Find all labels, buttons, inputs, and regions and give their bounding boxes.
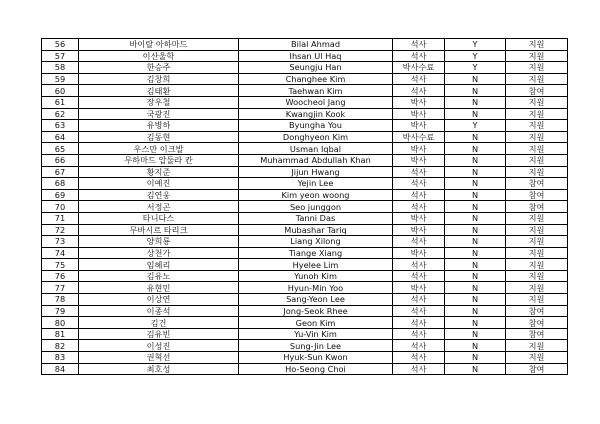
row-number: 61 <box>42 96 79 108</box>
yn-flag: N <box>445 201 506 213</box>
english-name: Tiange Xiang <box>239 247 393 259</box>
participation-type: 지원 <box>506 50 568 62</box>
korean-name: 한승주 <box>79 62 239 74</box>
participation-type: 지원 <box>506 247 568 259</box>
korean-name: 우스만 이크발 <box>79 143 239 155</box>
row-number: 70 <box>42 201 79 213</box>
english-name: Muhammad Abdullah Khan <box>239 154 393 166</box>
degree: 석사 <box>393 236 445 248</box>
english-name: Ho-Seong Choi <box>239 363 393 375</box>
english-name: Yu-Vin Kim <box>239 328 393 340</box>
yn-flag: N <box>445 328 506 340</box>
participation-type: 지원 <box>506 62 568 74</box>
participation-type: 지원 <box>506 270 568 282</box>
degree: 박사 <box>393 282 445 294</box>
participation-type: 참여 <box>506 317 568 329</box>
participation-type: 지원 <box>506 236 568 248</box>
row-number: 57 <box>42 50 79 62</box>
row-number: 62 <box>42 108 79 120</box>
participation-type: 지원 <box>506 131 568 143</box>
table-row <box>42 178 568 190</box>
participation-type: 참여 <box>506 85 568 97</box>
degree: 석사 <box>393 73 445 85</box>
english-name: Tanni Das <box>239 212 393 224</box>
english-name: Taehwan Kim <box>239 85 393 97</box>
degree: 석사 <box>393 294 445 306</box>
korean-name: 김창희 <box>79 73 239 85</box>
table-row <box>42 50 568 62</box>
yn-flag: N <box>445 236 506 248</box>
participation-type: 지원 <box>506 166 568 178</box>
row-number: 75 <box>42 259 79 271</box>
degree: 석사 <box>393 166 445 178</box>
yn-flag: N <box>445 282 506 294</box>
row-number: 68 <box>42 178 79 190</box>
degree: 석사 <box>393 178 445 190</box>
participation-type: 지원 <box>506 340 568 352</box>
korean-name: 최호성 <box>79 363 239 375</box>
korean-name: 서정곤 <box>79 201 239 213</box>
participation-type: 지원 <box>506 294 568 306</box>
yn-flag: Y <box>445 120 506 132</box>
table-row <box>42 73 568 85</box>
degree: 석사 <box>393 305 445 317</box>
english-name: Jijun Hwang <box>239 166 393 178</box>
row-number: 56 <box>42 39 79 51</box>
table-row <box>42 189 568 201</box>
participation-type: 지원 <box>506 212 568 224</box>
table-row <box>42 247 568 259</box>
english-name: Sung-Jin Lee <box>239 340 393 352</box>
degree: 박사 <box>393 212 445 224</box>
yn-flag: N <box>445 270 506 282</box>
korean-name: 김유노 <box>79 270 239 282</box>
yn-flag: N <box>445 96 506 108</box>
participation-type: 지원 <box>506 39 568 51</box>
degree: 석사 <box>393 352 445 364</box>
participation-type: 지원 <box>506 143 568 155</box>
korean-name: 바이랄 아하마드 <box>79 39 239 51</box>
english-name: Donghyeon Kim <box>239 131 393 143</box>
yn-flag: N <box>445 85 506 97</box>
participation-type: 지원 <box>506 154 568 166</box>
yn-flag: N <box>445 166 506 178</box>
korean-name: 권혁선 <box>79 352 239 364</box>
degree: 박사 <box>393 247 445 259</box>
row-number: 72 <box>42 224 79 236</box>
korean-name: 유병하 <box>79 120 239 132</box>
participation-type: 참여 <box>506 328 568 340</box>
table-row <box>42 224 568 236</box>
table-row <box>42 294 568 306</box>
korean-name: 유현민 <box>79 282 239 294</box>
korean-name: 김유빈 <box>79 328 239 340</box>
degree: 석사 <box>393 270 445 282</box>
degree: 석사 <box>393 259 445 271</box>
row-number: 80 <box>42 317 79 329</box>
degree: 석사 <box>393 39 445 51</box>
table-row <box>42 108 568 120</box>
english-name: Byungha You <box>239 120 393 132</box>
degree: 석사 <box>393 317 445 329</box>
table-row <box>42 352 568 364</box>
row-number: 64 <box>42 131 79 143</box>
korean-name: 장우철 <box>79 96 239 108</box>
korean-name: 국광진 <box>79 108 239 120</box>
english-name: Sang-Yeon Lee <box>239 294 393 306</box>
table-row <box>42 85 568 97</box>
yn-flag: N <box>445 189 506 201</box>
row-number: 79 <box>42 305 79 317</box>
yn-flag: N <box>445 143 506 155</box>
yn-flag: N <box>445 247 506 259</box>
english-name: Geon Kim <box>239 317 393 329</box>
row-number: 81 <box>42 328 79 340</box>
yn-flag: N <box>445 259 506 271</box>
table-row <box>42 236 568 248</box>
english-name: Hyun-Min Yoo <box>239 282 393 294</box>
yn-flag: N <box>445 352 506 364</box>
participation-type: 참여 <box>506 189 568 201</box>
korean-name: 이예진 <box>79 178 239 190</box>
row-number: 66 <box>42 154 79 166</box>
participation-type: 지원 <box>506 108 568 120</box>
degree: 석사 <box>393 85 445 97</box>
table-row <box>42 62 568 74</box>
degree: 박사 <box>393 96 445 108</box>
degree: 박사 <box>393 108 445 120</box>
english-name: Kim yeon woong <box>239 189 393 201</box>
participation-type: 참여 <box>506 305 568 317</box>
participation-type: 지원 <box>506 259 568 271</box>
korean-name: 무하마드 압둘라 칸 <box>79 154 239 166</box>
korean-name: 임혜리 <box>79 259 239 271</box>
table-row <box>42 201 568 213</box>
participation-type: 참여 <box>506 201 568 213</box>
participation-type: 지원 <box>506 352 568 364</box>
row-number: 63 <box>42 120 79 132</box>
english-name: Usman Iqbal <box>239 143 393 155</box>
english-name: Seo junggon <box>239 201 393 213</box>
yn-flag: N <box>445 340 506 352</box>
yn-flag: N <box>445 212 506 224</box>
korean-name: 타니다스 <box>79 212 239 224</box>
degree: 석사 <box>393 340 445 352</box>
korean-name: 양희룡 <box>79 236 239 248</box>
row-number: 74 <box>42 247 79 259</box>
table-row <box>42 259 568 271</box>
row-number: 83 <box>42 352 79 364</box>
row-number: 77 <box>42 282 79 294</box>
korean-name: 이산울학 <box>79 50 239 62</box>
english-name: Hyelee Lim <box>239 259 393 271</box>
row-number: 84 <box>42 363 79 375</box>
table-row <box>42 120 568 132</box>
table-row <box>42 212 568 224</box>
english-name: Jong-Seok Rhee <box>239 305 393 317</box>
korean-name: 김태환 <box>79 85 239 97</box>
english-name: Mubashar Tariq <box>239 224 393 236</box>
participation-type: 지원 <box>506 73 568 85</box>
english-name: Hyuk-Sun Kwon <box>239 352 393 364</box>
table-row <box>42 270 568 282</box>
roster-table-body <box>42 39 568 375</box>
row-number: 69 <box>42 189 79 201</box>
table-row <box>42 317 568 329</box>
participation-type: 지원 <box>506 120 568 132</box>
participation-type: 지원 <box>506 282 568 294</box>
table-row <box>42 143 568 155</box>
table-row <box>42 282 568 294</box>
degree: 석사 <box>393 201 445 213</box>
yn-flag: N <box>445 317 506 329</box>
yn-flag: N <box>445 73 506 85</box>
yn-flag: N <box>445 131 506 143</box>
degree: 석사 <box>393 50 445 62</box>
table-row <box>42 340 568 352</box>
korean-name: 이상연 <box>79 294 239 306</box>
yn-flag: Y <box>445 50 506 62</box>
degree: 박사수료 <box>393 131 445 143</box>
yn-flag: Y <box>445 39 506 51</box>
row-number: 82 <box>42 340 79 352</box>
korean-name: 이종석 <box>79 305 239 317</box>
row-number: 71 <box>42 212 79 224</box>
english-name: Woocheol Jang <box>239 96 393 108</box>
row-number: 58 <box>42 62 79 74</box>
roster-table <box>41 38 568 375</box>
participation-type: 지원 <box>506 224 568 236</box>
participation-type: 참여 <box>506 363 568 375</box>
table-row <box>42 96 568 108</box>
korean-name: 김동현 <box>79 131 239 143</box>
korean-name: 황지준 <box>79 166 239 178</box>
table-row <box>42 131 568 143</box>
english-name: Ihsan Ul Haq <box>239 50 393 62</box>
participation-type: 참여 <box>506 178 568 190</box>
row-number: 59 <box>42 73 79 85</box>
english-name: Liang Xilong <box>239 236 393 248</box>
degree: 석사 <box>393 189 445 201</box>
english-name: Kwangjin Kook <box>239 108 393 120</box>
row-number: 78 <box>42 294 79 306</box>
yn-flag: N <box>445 178 506 190</box>
korean-name: 김건 <box>79 317 239 329</box>
yn-flag: N <box>445 224 506 236</box>
yn-flag: N <box>445 154 506 166</box>
degree: 박사 <box>393 154 445 166</box>
english-name: Yunoh Kim <box>239 270 393 282</box>
korean-name: 이성진 <box>79 340 239 352</box>
table-row <box>42 154 568 166</box>
degree: 박사 <box>393 120 445 132</box>
row-number: 60 <box>42 85 79 97</box>
table-row <box>42 39 568 51</box>
yn-flag: Y <box>445 62 506 74</box>
table-row <box>42 328 568 340</box>
degree: 석사 <box>393 363 445 375</box>
english-name: Changhee Kim <box>239 73 393 85</box>
table-row <box>42 166 568 178</box>
degree: 박사 <box>393 224 445 236</box>
degree: 박사 <box>393 143 445 155</box>
korean-name: 상천가 <box>79 247 239 259</box>
english-name: Yejin Lee <box>239 178 393 190</box>
row-number: 76 <box>42 270 79 282</box>
yn-flag: N <box>445 294 506 306</box>
row-number: 73 <box>42 236 79 248</box>
degree: 박사수료 <box>393 62 445 74</box>
english-name: Bilal Ahmad <box>239 39 393 51</box>
participation-type: 지원 <box>506 96 568 108</box>
yn-flag: N <box>445 363 506 375</box>
table-row <box>42 305 568 317</box>
degree: 석사 <box>393 328 445 340</box>
row-number: 67 <box>42 166 79 178</box>
table-row <box>42 363 568 375</box>
yn-flag: N <box>445 108 506 120</box>
korean-name: 무바시르 타리크 <box>79 224 239 236</box>
english-name: Seungju Han <box>239 62 393 74</box>
korean-name: 김연웅 <box>79 189 239 201</box>
yn-flag: N <box>445 305 506 317</box>
row-number: 65 <box>42 143 79 155</box>
